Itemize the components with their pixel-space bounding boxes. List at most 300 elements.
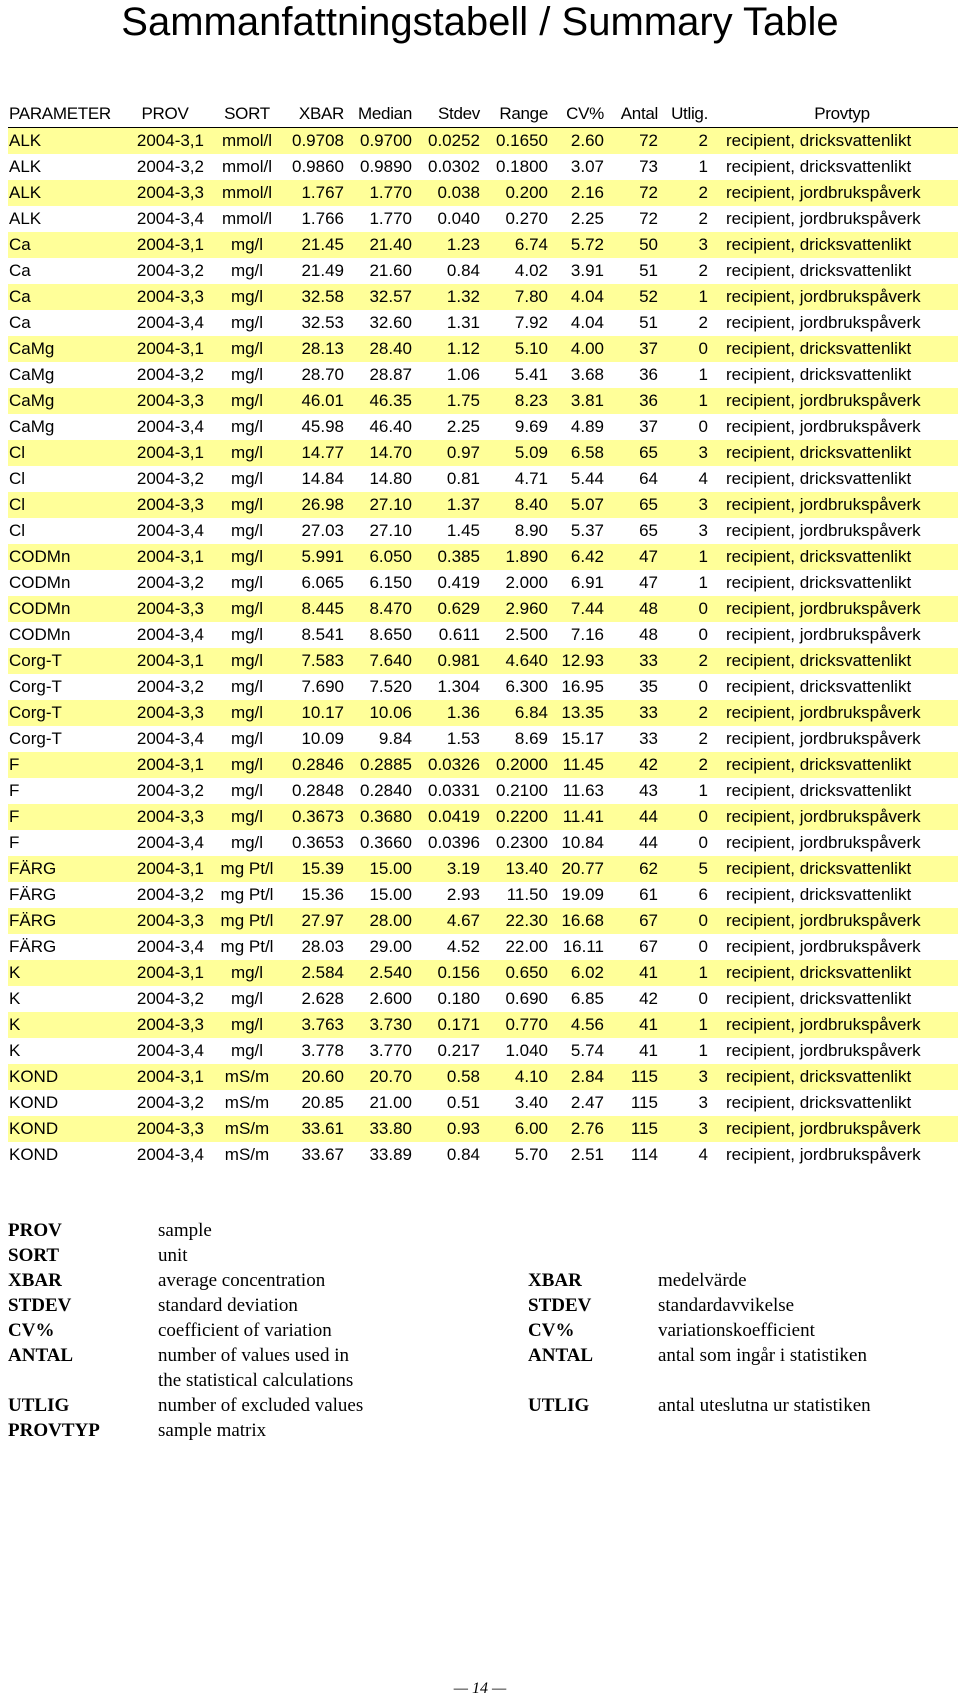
col-header-stdev: Stdev bbox=[418, 100, 486, 128]
cell-utlig: 0 bbox=[698, 833, 708, 852]
cell-sort: mg/l bbox=[230, 1015, 264, 1034]
cell-range: 0.2200 bbox=[496, 807, 548, 826]
cell-sort: mg Pt/l bbox=[220, 937, 274, 956]
cell-range: 3.40 bbox=[514, 1093, 548, 1112]
cell-xbar: 14.84 bbox=[301, 469, 344, 488]
cell-xbar: 3.778 bbox=[301, 1041, 344, 1060]
cell-provtyp: recipient, jordbrukspåverk bbox=[726, 1119, 921, 1138]
legend-value-sv: antal uteslutna ur statistiken bbox=[658, 1395, 871, 1416]
cell-xbar: 21.45 bbox=[301, 235, 344, 254]
cell-utlig: 1 bbox=[698, 287, 708, 306]
cell-range: 0.200 bbox=[505, 183, 548, 202]
table-row bbox=[8, 752, 958, 778]
cell-cv: 20.77 bbox=[561, 859, 604, 878]
cell-cv: 12.93 bbox=[561, 651, 604, 670]
cell-provtyp: recipient, dricksvattenlikt bbox=[726, 677, 912, 696]
cell-xbar: 45.98 bbox=[301, 417, 344, 436]
table-row bbox=[8, 336, 958, 362]
cell-provtyp: recipient, jordbrukspåverk bbox=[726, 1015, 921, 1034]
cell-antal: 50 bbox=[639, 235, 658, 254]
cell-provtyp: recipient, jordbrukspåverk bbox=[726, 937, 921, 956]
cell-xbar: 15.36 bbox=[301, 885, 344, 904]
cell-utlig: 5 bbox=[698, 859, 708, 878]
cell-cv: 2.84 bbox=[570, 1067, 604, 1086]
cell-utlig: 1 bbox=[698, 1041, 708, 1060]
table-row bbox=[8, 622, 958, 648]
cell-utlig: 1 bbox=[698, 963, 708, 982]
table-row bbox=[8, 128, 958, 155]
cell-parameter: Cl bbox=[9, 443, 26, 462]
cell-sort: mg/l bbox=[230, 963, 264, 982]
cell-parameter: F bbox=[9, 755, 20, 774]
cell-range: 4.10 bbox=[514, 1067, 548, 1086]
table-row bbox=[8, 674, 958, 700]
cell-prov: 2004-3,3 bbox=[136, 807, 204, 826]
cell-antal: 61 bbox=[639, 885, 658, 904]
cell-prov: 2004-3,1 bbox=[136, 339, 204, 358]
cell-provtyp: recipient, dricksvattenlikt bbox=[726, 781, 912, 800]
cell-parameter: CODMn bbox=[9, 573, 71, 592]
cell-sort: mg/l bbox=[230, 443, 264, 462]
cell-sort: mg/l bbox=[230, 729, 264, 748]
cell-stdev: 0.84 bbox=[446, 1145, 480, 1164]
cell-cv: 16.11 bbox=[562, 937, 604, 956]
cell-prov: 2004-3,1 bbox=[136, 131, 204, 150]
cell-median: 29.00 bbox=[369, 937, 412, 956]
cell-prov: 2004-3,2 bbox=[136, 157, 204, 176]
cell-sort: mg/l bbox=[230, 625, 264, 644]
cell-parameter: Ca bbox=[9, 261, 31, 280]
cell-xbar: 1.766 bbox=[301, 209, 344, 228]
cell-provtyp: recipient, dricksvattenlikt bbox=[726, 365, 912, 384]
cell-utlig: 0 bbox=[698, 677, 708, 696]
col-header-cv: CV% bbox=[554, 100, 610, 128]
table-row bbox=[8, 492, 958, 518]
cell-median: 33.89 bbox=[369, 1145, 412, 1164]
cell-stdev: 0.81 bbox=[446, 469, 480, 488]
cell-stdev: 1.31 bbox=[446, 313, 480, 332]
cell-sort: mg/l bbox=[230, 833, 264, 852]
cell-xbar: 21.49 bbox=[301, 261, 344, 280]
cell-provtyp: recipient, dricksvattenlikt bbox=[726, 963, 912, 982]
cell-antal: 43 bbox=[639, 781, 658, 800]
cell-range: 0.2000 bbox=[496, 755, 548, 774]
cell-prov: 2004-3,4 bbox=[136, 625, 204, 644]
cell-range: 4.71 bbox=[514, 469, 548, 488]
cell-stdev: 0.97 bbox=[446, 443, 480, 462]
cell-xbar: 26.98 bbox=[301, 495, 344, 514]
cell-xbar: 33.61 bbox=[301, 1119, 344, 1138]
legend-row bbox=[8, 1343, 958, 1368]
cell-stdev: 0.217 bbox=[437, 1041, 480, 1060]
cell-cv: 2.60 bbox=[570, 131, 604, 150]
cell-cv: 16.68 bbox=[561, 911, 604, 930]
cell-sort: mg/l bbox=[230, 495, 264, 514]
cell-xbar: 0.2848 bbox=[292, 781, 344, 800]
cell-parameter: K bbox=[9, 989, 21, 1008]
cell-median: 21.00 bbox=[369, 1093, 412, 1112]
cell-utlig: 3 bbox=[698, 1067, 708, 1086]
cell-xbar: 8.541 bbox=[301, 625, 344, 644]
cell-sort: mg/l bbox=[230, 781, 264, 800]
cell-parameter: Corg-T bbox=[9, 677, 62, 696]
cell-range: 0.2100 bbox=[496, 781, 548, 800]
cell-cv: 6.91 bbox=[570, 573, 604, 592]
cell-antal: 42 bbox=[639, 755, 658, 774]
legend-key-sv: UTLIG bbox=[528, 1395, 590, 1416]
legend-value-sv: medelvärde bbox=[658, 1270, 747, 1291]
cell-range: 9.69 bbox=[514, 417, 548, 436]
cell-xbar: 2.628 bbox=[301, 989, 344, 1008]
cell-prov: 2004-3,4 bbox=[136, 521, 204, 540]
cell-median: 27.10 bbox=[369, 495, 412, 514]
cell-antal: 42 bbox=[639, 989, 658, 1008]
cell-provtyp: recipient, dricksvattenlikt bbox=[726, 859, 912, 878]
table-row bbox=[8, 362, 958, 388]
cell-prov: 2004-3,2 bbox=[136, 573, 204, 592]
cell-antal: 67 bbox=[639, 937, 658, 956]
cell-xbar: 6.065 bbox=[301, 573, 344, 592]
cell-median: 33.80 bbox=[369, 1119, 412, 1138]
cell-stdev: 0.0419 bbox=[428, 807, 480, 826]
cell-stdev: 0.84 bbox=[446, 261, 480, 280]
cell-utlig: 2 bbox=[698, 131, 708, 150]
cell-utlig: 0 bbox=[698, 339, 708, 358]
table-row bbox=[8, 206, 958, 232]
cell-stdev: 0.611 bbox=[438, 625, 480, 644]
cell-stdev: 1.23 bbox=[446, 235, 480, 254]
cell-provtyp: recipient, jordbrukspåverk bbox=[726, 807, 921, 826]
cell-parameter: F bbox=[9, 833, 20, 852]
cell-sort: mmol/l bbox=[221, 209, 273, 228]
cell-prov: 2004-3,2 bbox=[136, 1093, 204, 1112]
cell-parameter: CaMg bbox=[9, 365, 55, 384]
table-row bbox=[8, 1064, 958, 1090]
cell-sort: mg/l bbox=[230, 313, 264, 332]
cell-range: 6.74 bbox=[514, 235, 548, 254]
cell-sort: mg Pt/l bbox=[220, 911, 274, 930]
cell-xbar: 5.991 bbox=[301, 547, 344, 566]
cell-parameter: K bbox=[9, 1041, 21, 1060]
cell-prov: 2004-3,2 bbox=[136, 365, 204, 384]
cell-cv: 4.00 bbox=[570, 339, 604, 358]
table-row bbox=[8, 882, 958, 908]
col-header-sort: SORT bbox=[210, 100, 284, 128]
table-row bbox=[8, 700, 958, 726]
legend-key-sv: STDEV bbox=[528, 1295, 592, 1316]
legend-value: sample matrix bbox=[158, 1420, 267, 1441]
cell-median: 32.60 bbox=[369, 313, 412, 332]
cell-cv: 2.16 bbox=[570, 183, 604, 202]
cell-prov: 2004-3,1 bbox=[136, 963, 204, 982]
cell-utlig: 2 bbox=[698, 729, 708, 748]
cell-sort: mg/l bbox=[230, 703, 264, 722]
cell-median: 2.600 bbox=[369, 989, 412, 1008]
cell-cv: 5.74 bbox=[570, 1041, 604, 1060]
cell-sort: mg/l bbox=[230, 469, 264, 488]
cell-prov: 2004-3,3 bbox=[136, 183, 204, 202]
cell-stdev: 0.51 bbox=[446, 1093, 480, 1112]
table-row bbox=[8, 232, 958, 258]
cell-sort: mS/m bbox=[224, 1145, 270, 1164]
cell-utlig: 2 bbox=[698, 183, 708, 202]
cell-xbar: 7.583 bbox=[301, 651, 344, 670]
cell-xbar: 2.584 bbox=[301, 963, 344, 982]
cell-utlig: 1 bbox=[698, 1015, 708, 1034]
cell-antal: 51 bbox=[639, 313, 658, 332]
cell-cv: 11.45 bbox=[562, 755, 604, 774]
legend-key: ANTAL bbox=[8, 1345, 74, 1366]
cell-parameter: FÄRG bbox=[9, 911, 57, 930]
cell-range: 6.00 bbox=[514, 1119, 548, 1138]
cell-range: 8.40 bbox=[514, 495, 548, 514]
col-header-range: Range bbox=[486, 100, 554, 128]
table-row bbox=[8, 726, 958, 752]
table-row bbox=[8, 284, 958, 310]
legend-key: STDEV bbox=[8, 1295, 72, 1316]
cell-antal: 115 bbox=[630, 1093, 658, 1112]
cell-sort: mg Pt/l bbox=[220, 885, 274, 904]
cell-sort: mg/l bbox=[230, 651, 264, 670]
cell-median: 0.3680 bbox=[360, 807, 412, 826]
cell-provtyp: recipient, dricksvattenlikt bbox=[726, 131, 912, 150]
table-body bbox=[8, 128, 958, 1169]
cell-prov: 2004-3,3 bbox=[136, 1119, 204, 1138]
cell-stdev: 0.419 bbox=[437, 573, 480, 592]
cell-parameter: CODMn bbox=[9, 599, 71, 618]
cell-cv: 5.72 bbox=[570, 235, 604, 254]
table-row bbox=[8, 440, 958, 466]
cell-cv: 16.95 bbox=[561, 677, 604, 696]
cell-prov: 2004-3,1 bbox=[136, 755, 204, 774]
cell-range: 2.960 bbox=[505, 599, 548, 618]
cell-parameter: Ca bbox=[9, 235, 31, 254]
cell-median: 21.40 bbox=[369, 235, 412, 254]
cell-range: 5.41 bbox=[514, 365, 548, 384]
cell-cv: 2.25 bbox=[570, 209, 604, 228]
cell-provtyp: recipient, jordbrukspåverk bbox=[726, 1145, 921, 1164]
cell-range: 8.90 bbox=[514, 521, 548, 540]
cell-prov: 2004-3,3 bbox=[136, 703, 204, 722]
cell-antal: 44 bbox=[639, 807, 658, 826]
cell-prov: 2004-3,1 bbox=[136, 651, 204, 670]
cell-median: 0.9890 bbox=[360, 157, 412, 176]
cell-prov: 2004-3,4 bbox=[136, 209, 204, 228]
cell-utlig: 0 bbox=[698, 911, 708, 930]
cell-prov: 2004-3,1 bbox=[136, 443, 204, 462]
cell-cv: 3.68 bbox=[570, 365, 604, 384]
cell-median: 1.770 bbox=[369, 209, 412, 228]
cell-utlig: 0 bbox=[698, 937, 708, 956]
cell-prov: 2004-3,4 bbox=[136, 1145, 204, 1164]
cell-provtyp: recipient, dricksvattenlikt bbox=[726, 885, 912, 904]
cell-utlig: 3 bbox=[698, 1119, 708, 1138]
cell-parameter: F bbox=[9, 781, 20, 800]
cell-range: 1.890 bbox=[505, 547, 548, 566]
cell-xbar: 0.9708 bbox=[292, 131, 344, 150]
cell-utlig: 1 bbox=[698, 391, 708, 410]
cell-median: 2.540 bbox=[369, 963, 412, 982]
cell-median: 15.00 bbox=[369, 885, 412, 904]
cell-median: 14.80 bbox=[369, 469, 412, 488]
cell-median: 0.2840 bbox=[360, 781, 412, 800]
cell-range: 5.70 bbox=[514, 1145, 548, 1164]
cell-prov: 2004-3,4 bbox=[136, 729, 204, 748]
cell-parameter: KOND bbox=[9, 1093, 59, 1112]
cell-stdev: 0.040 bbox=[437, 209, 480, 228]
cell-stdev: 0.038 bbox=[437, 183, 480, 202]
cell-xbar: 0.9860 bbox=[292, 157, 344, 176]
cell-provtyp: recipient, dricksvattenlikt bbox=[726, 443, 912, 462]
cell-prov: 2004-3,3 bbox=[136, 599, 204, 618]
cell-range: 6.300 bbox=[505, 677, 548, 696]
table-row bbox=[8, 1142, 958, 1168]
cell-prov: 2004-3,2 bbox=[136, 261, 204, 280]
cell-prov: 2004-3,2 bbox=[136, 989, 204, 1008]
cell-cv: 2.51 bbox=[570, 1145, 604, 1164]
cell-sort: mg/l bbox=[230, 1041, 264, 1060]
cell-range: 0.650 bbox=[505, 963, 548, 982]
table-row bbox=[8, 388, 958, 414]
cell-sort: mmol/l bbox=[221, 131, 273, 150]
cell-xbar: 28.70 bbox=[301, 365, 344, 384]
cell-antal: 37 bbox=[639, 339, 658, 358]
cell-antal: 67 bbox=[639, 911, 658, 930]
cell-utlig: 1 bbox=[698, 157, 708, 176]
cell-parameter: Corg-T bbox=[9, 703, 62, 722]
legend-key: XBAR bbox=[8, 1270, 62, 1291]
table-row bbox=[8, 544, 958, 570]
col-header-utlig: Utlig. bbox=[668, 100, 718, 128]
cell-parameter: KOND bbox=[9, 1145, 59, 1164]
cell-cv: 4.89 bbox=[570, 417, 604, 436]
legend-row bbox=[8, 1243, 958, 1268]
cell-stdev: 0.0331 bbox=[428, 781, 480, 800]
cell-antal: 73 bbox=[639, 157, 658, 176]
cell-parameter: CODMn bbox=[9, 625, 71, 644]
cell-xbar: 28.13 bbox=[301, 339, 344, 358]
cell-provtyp: recipient, dricksvattenlikt bbox=[726, 989, 912, 1008]
cell-antal: 41 bbox=[639, 963, 658, 982]
cell-median: 46.40 bbox=[369, 417, 412, 436]
cell-antal: 33 bbox=[639, 651, 658, 670]
cell-provtyp: recipient, jordbrukspåverk bbox=[726, 833, 921, 852]
cell-median: 27.10 bbox=[369, 521, 412, 540]
cell-antal: 72 bbox=[639, 183, 658, 202]
table-row bbox=[8, 180, 958, 206]
cell-xbar: 7.690 bbox=[301, 677, 344, 696]
cell-cv: 3.07 bbox=[570, 157, 604, 176]
cell-utlig: 3 bbox=[698, 235, 708, 254]
table-row bbox=[8, 856, 958, 882]
legend-value: average concentration bbox=[158, 1270, 326, 1291]
cell-utlig: 0 bbox=[698, 625, 708, 644]
cell-parameter: CaMg bbox=[9, 339, 55, 358]
cell-xbar: 33.67 bbox=[301, 1145, 344, 1164]
cell-provtyp: recipient, jordbrukspåverk bbox=[726, 1041, 921, 1060]
cell-sort: mg/l bbox=[230, 287, 264, 306]
legend-value: the statistical calculations bbox=[158, 1370, 354, 1391]
cell-provtyp: recipient, jordbrukspåverk bbox=[726, 391, 921, 410]
cell-sort: mg/l bbox=[230, 547, 264, 566]
legend-value: number of excluded values bbox=[158, 1395, 364, 1416]
cell-antal: 115 bbox=[630, 1119, 658, 1138]
table-row bbox=[8, 596, 958, 622]
cell-sort: mg/l bbox=[230, 261, 264, 280]
cell-provtyp: recipient, dricksvattenlikt bbox=[726, 157, 912, 176]
cell-xbar: 10.09 bbox=[301, 729, 344, 748]
cell-range: 6.84 bbox=[514, 703, 548, 722]
cell-utlig: 2 bbox=[698, 755, 708, 774]
cell-xbar: 8.445 bbox=[301, 599, 344, 618]
cell-median: 8.650 bbox=[369, 625, 412, 644]
cell-antal: 65 bbox=[639, 521, 658, 540]
cell-range: 0.690 bbox=[505, 989, 548, 1008]
legend-row bbox=[8, 1268, 958, 1293]
cell-median: 21.60 bbox=[369, 261, 412, 280]
cell-range: 22.00 bbox=[505, 937, 548, 956]
cell-stdev: 0.0326 bbox=[428, 755, 480, 774]
cell-utlig: 6 bbox=[698, 885, 708, 904]
cell-antal: 52 bbox=[639, 287, 658, 306]
cell-range: 7.80 bbox=[514, 287, 548, 306]
cell-prov: 2004-3,3 bbox=[136, 287, 204, 306]
cell-median: 8.470 bbox=[369, 599, 412, 618]
cell-cv: 13.35 bbox=[561, 703, 604, 722]
cell-utlig: 0 bbox=[698, 807, 708, 826]
cell-sort: mg/l bbox=[230, 235, 264, 254]
cell-prov: 2004-3,3 bbox=[136, 1015, 204, 1034]
col-header-xbar: XBAR bbox=[284, 100, 350, 128]
cell-xbar: 15.39 bbox=[301, 859, 344, 878]
cell-prov: 2004-3,3 bbox=[136, 495, 204, 514]
legend-row bbox=[8, 1368, 958, 1393]
cell-cv: 7.16 bbox=[570, 625, 604, 644]
table-row bbox=[8, 154, 958, 180]
table-row bbox=[8, 1116, 958, 1142]
col-header-provtyp: Provtyp bbox=[718, 100, 958, 128]
cell-utlig: 1 bbox=[698, 573, 708, 592]
cell-utlig: 3 bbox=[698, 521, 708, 540]
cell-parameter: Cl bbox=[9, 495, 26, 514]
cell-cv: 3.81 bbox=[570, 391, 604, 410]
cell-stdev: 0.171 bbox=[437, 1015, 480, 1034]
cell-cv: 5.07 bbox=[570, 495, 604, 514]
legend-row bbox=[8, 1218, 958, 1243]
cell-antal: 33 bbox=[639, 703, 658, 722]
cell-range: 5.09 bbox=[514, 443, 548, 462]
cell-cv: 7.44 bbox=[570, 599, 604, 618]
cell-provtyp: recipient, dricksvattenlikt bbox=[726, 755, 912, 774]
cell-parameter: CaMg bbox=[9, 391, 55, 410]
cell-provtyp: recipient, jordbrukspåverk bbox=[726, 209, 921, 228]
cell-antal: 36 bbox=[639, 391, 658, 410]
cell-stdev: 1.75 bbox=[446, 391, 480, 410]
cell-range: 0.1650 bbox=[496, 131, 548, 150]
cell-provtyp: recipient, dricksvattenlikt bbox=[726, 261, 912, 280]
cell-sort: mg/l bbox=[230, 755, 264, 774]
cell-stdev: 3.19 bbox=[446, 859, 480, 878]
legend-value: sample bbox=[158, 1220, 212, 1241]
cell-median: 0.9700 bbox=[360, 131, 412, 150]
cell-utlig: 3 bbox=[698, 495, 708, 514]
cell-antal: 51 bbox=[639, 261, 658, 280]
cell-stdev: 0.93 bbox=[446, 1119, 480, 1138]
cell-median: 15.00 bbox=[369, 859, 412, 878]
legend-key: CV% bbox=[8, 1320, 55, 1341]
legend-row bbox=[8, 1318, 958, 1343]
cell-prov: 2004-3,1 bbox=[136, 1067, 204, 1086]
